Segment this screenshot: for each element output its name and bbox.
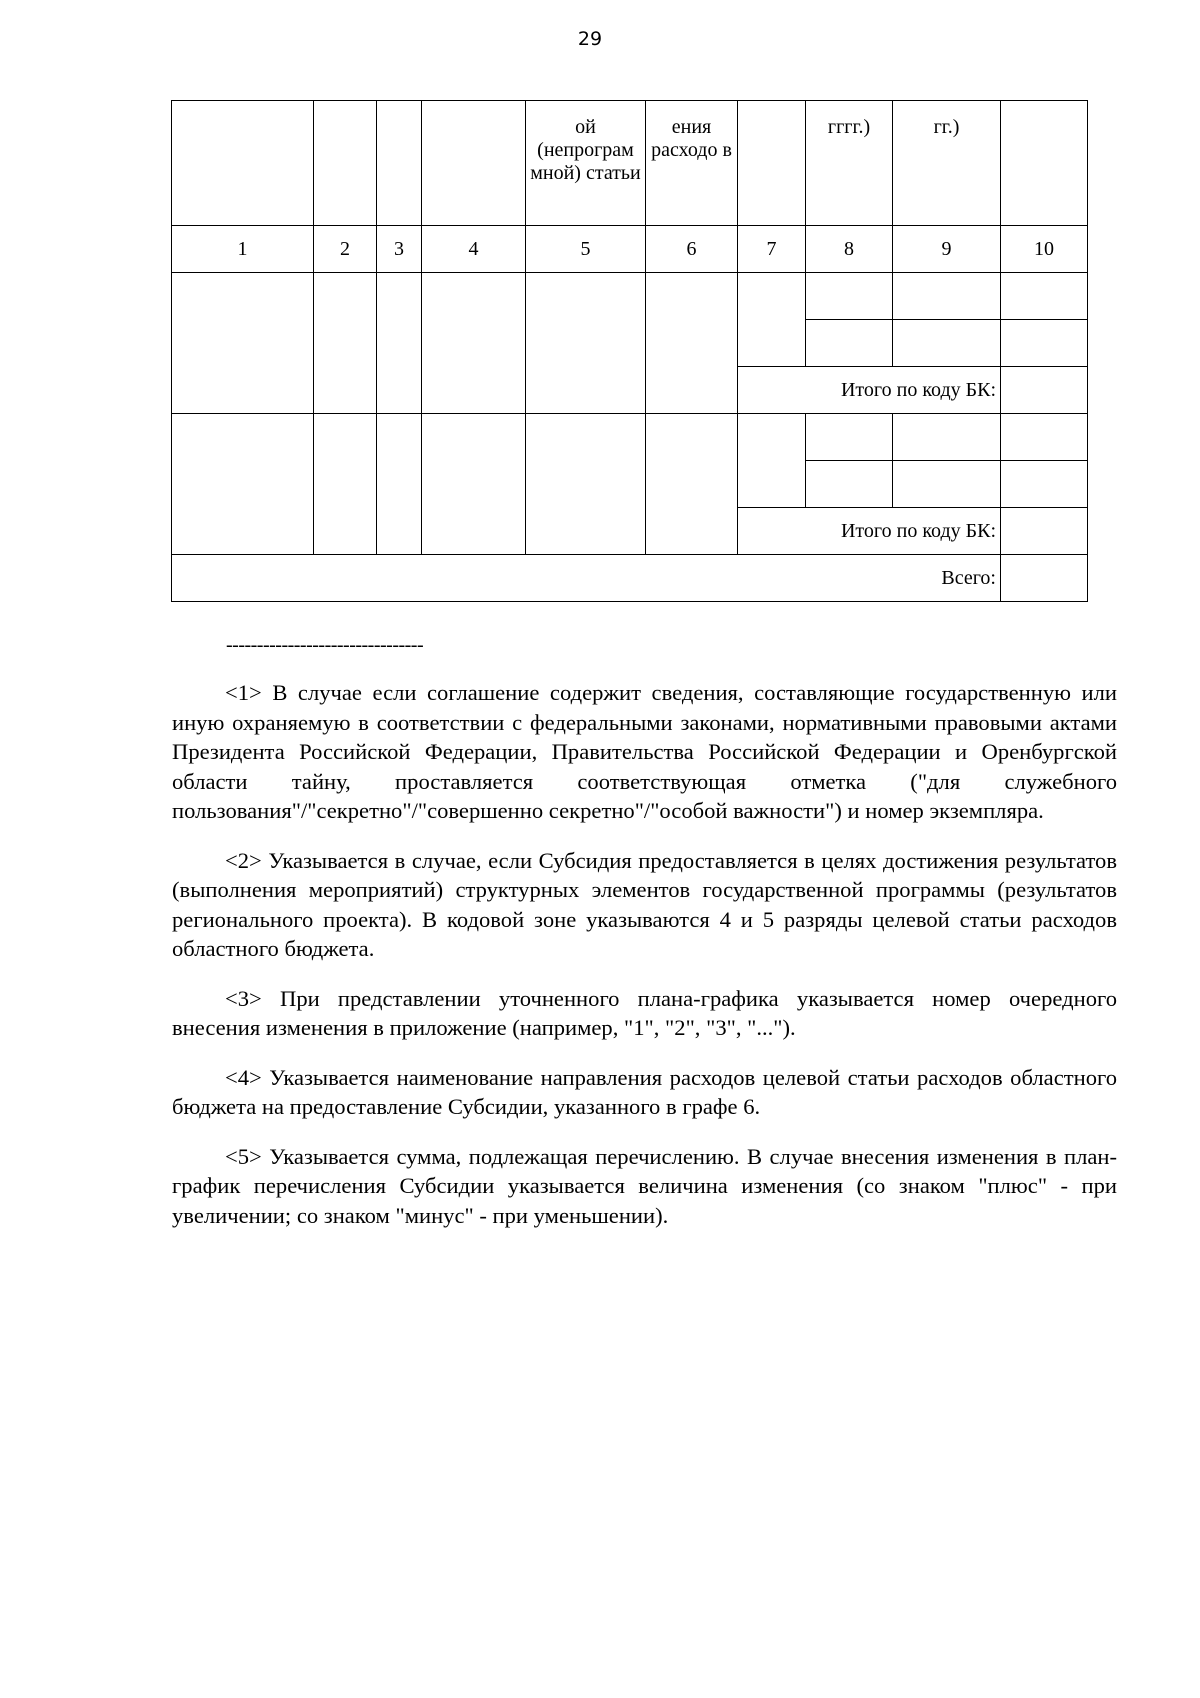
table-cell <box>738 273 806 367</box>
table-cell <box>893 273 1001 320</box>
table-row <box>172 273 1088 320</box>
footnote-4: <4> Указывается наименование направления расходов целевой статьи расходов областного бюджета на предоставление Субсидии, указанного в графе 6. <box>172 1064 1117 1119</box>
table-cell <box>806 461 893 508</box>
header-cell <box>738 101 806 226</box>
total-label: Всего: <box>172 555 1001 602</box>
table-cell <box>526 273 646 414</box>
subtotal-label: Итого по коду БК: <box>738 367 1001 414</box>
header-cell <box>422 101 526 226</box>
footnotes <box>172 678 1117 1250</box>
table-cell <box>893 461 1001 508</box>
column-number: 5 <box>526 226 646 273</box>
table-cell <box>806 273 893 320</box>
subtotal-value <box>1001 508 1088 555</box>
table-cell <box>377 414 422 555</box>
column-number: 6 <box>646 226 738 273</box>
table-cell <box>172 273 314 414</box>
table-cell <box>893 320 1001 367</box>
column-number: 8 <box>806 226 893 273</box>
header-cell: ой (непрограм мной) статьи <box>526 101 646 226</box>
table-cell <box>1001 273 1088 320</box>
table-row <box>172 414 1088 461</box>
table-cell <box>172 414 314 555</box>
header-cell: гггг.) <box>806 101 893 226</box>
header-cell <box>314 101 377 226</box>
table-cell <box>422 414 526 555</box>
subtotal-value <box>1001 367 1088 414</box>
table-cell <box>422 273 526 414</box>
column-number: 9 <box>893 226 1001 273</box>
header-cell <box>172 101 314 226</box>
footnote-2: <2> Указывается в случае, если Субсидия предоставляется в целях достижения результатов (выполнения мероприятий) структурных элементов государственной программы (результатов регионального проекта). В кодовой зоне указываются 4 и 5 разряды целевой статьи расходов областного бюджета. <box>172 847 1117 961</box>
footnote-3: <3> При представлении уточненного плана-графика указывается номер очередного внесения изменения в приложение (например, "1", "2", "3", "..."). <box>172 985 1117 1040</box>
column-number: 3 <box>377 226 422 273</box>
table-cell <box>1001 414 1088 461</box>
table-cell <box>314 414 377 555</box>
header-cell <box>1001 101 1088 226</box>
table-cell <box>377 273 422 414</box>
footnote-5: <5> Указывается сумма, подлежащая перечислению. В случае внесения изменения в план-график перечисления Субсидии указывается величина изменения (со знаком "плюс" - при увеличении; со знаком "минус" - при уменьшении). <box>172 1143 1117 1228</box>
table-cell <box>806 320 893 367</box>
table-cell <box>738 414 806 508</box>
payment-schedule-table <box>171 100 1088 602</box>
table-cell <box>806 414 893 461</box>
header-cell: ения расходо в <box>646 101 738 226</box>
table-cell <box>646 414 738 555</box>
table-cell <box>1001 461 1088 508</box>
subtotal-label: Итого по коду БК: <box>738 508 1001 555</box>
table-cell <box>646 273 738 414</box>
table-cell <box>893 414 1001 461</box>
column-number: 7 <box>738 226 806 273</box>
total-row <box>172 555 1088 602</box>
table-cell <box>314 273 377 414</box>
footnote-1: <1> В случае если соглашение содержит сведения, составляющие государственную или иную охраняемую в соответствии с федеральными законами, нормативными правовыми актами Президента Российской Федерации, Правительства Российской Федерации и Оренбургской области тайну, проставляется соответствующая отметка ("для служебного пользования"/"секретно"/"совершенно секретно"/"особой важности") и номер экземпляра. <box>172 680 1117 823</box>
page-number: 29 <box>577 28 603 50</box>
table-cell <box>526 414 646 555</box>
column-number: 4 <box>422 226 526 273</box>
column-number: 1 <box>172 226 314 273</box>
header-row <box>172 101 1088 226</box>
column-number: 2 <box>314 226 377 273</box>
total-value <box>1001 555 1088 602</box>
column-number-row <box>172 226 1088 273</box>
header-cell: гг.) <box>893 101 1001 226</box>
header-cell <box>377 101 422 226</box>
table-cell <box>1001 320 1088 367</box>
column-number: 10 <box>1001 226 1088 273</box>
footnote-separator: -------------------------------- <box>226 634 424 656</box>
